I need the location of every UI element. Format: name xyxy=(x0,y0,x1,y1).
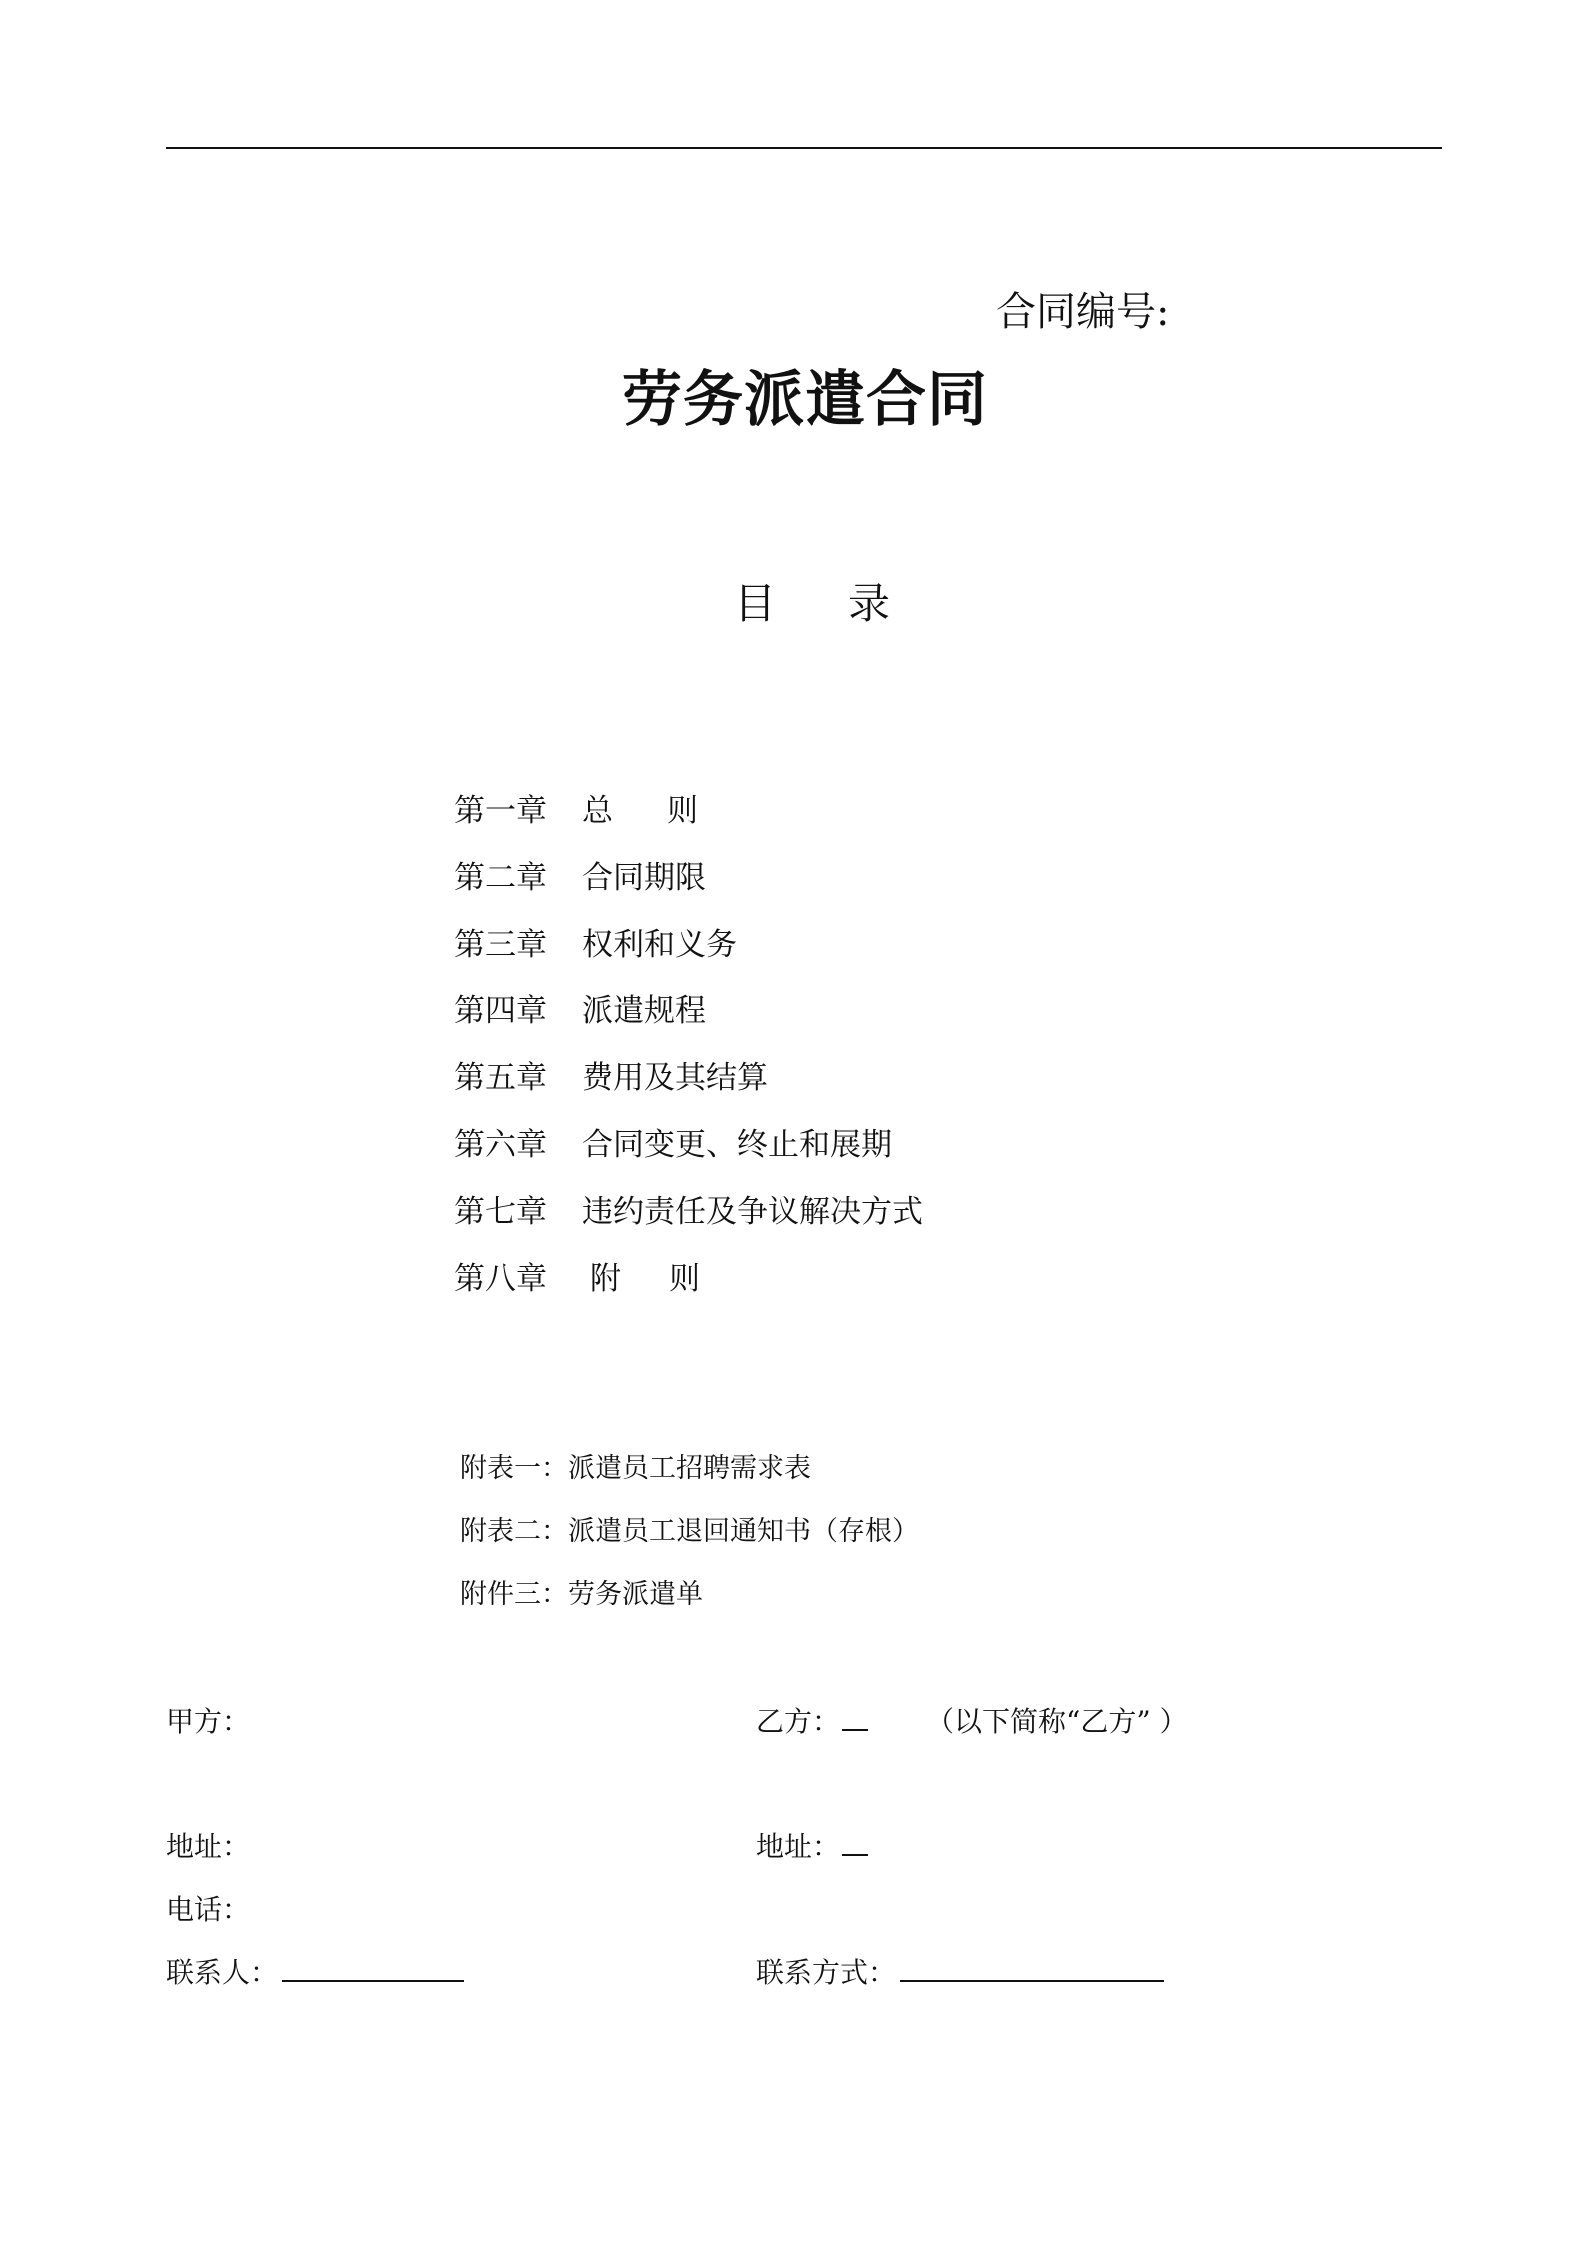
party-b-note: （以下简称“乙方” ） xyxy=(926,1705,1188,1738)
annex-item-1[interactable]: 附表一：派遣员工招聘需求表 xyxy=(460,1453,811,1484)
toc-chapter-title: 派遣规程 xyxy=(582,993,706,1030)
toc-item-chapter-8[interactable] xyxy=(454,1257,923,1324)
party-a-contact-row xyxy=(166,1952,464,1993)
toc-item-chapter-7[interactable] xyxy=(454,1190,923,1257)
party-a-label: 甲方： xyxy=(166,1705,251,1738)
contract-number-label: 合同编号: xyxy=(996,289,1170,335)
party-b-address-row xyxy=(756,1827,868,1867)
party-b-address-field[interactable] xyxy=(842,1832,868,1856)
toc-chapter-number: 第七章 xyxy=(454,1193,547,1230)
toc-item-chapter-5[interactable] xyxy=(454,1056,923,1123)
table-of-contents xyxy=(454,789,923,1323)
toc-chapter-number: 第三章 xyxy=(454,926,547,963)
toc-chapter-title: 总 则 xyxy=(582,793,698,829)
document-title: 劳务派遣合同 xyxy=(622,365,988,435)
header-rule xyxy=(166,147,1442,149)
party-b-label: 乙方： xyxy=(756,1705,841,1738)
toc-chapter-number: 第五章 xyxy=(454,1060,547,1097)
annex-item-2[interactable]: 附表二：派遣员工退回通知书（存根） xyxy=(460,1516,919,1547)
toc-heading xyxy=(734,577,890,631)
party-b-row xyxy=(756,1702,1188,1742)
toc-chapter-number: 第二章 xyxy=(454,859,547,896)
toc-chapter-number: 第一章 xyxy=(454,793,547,829)
party-b-address-label: 地址： xyxy=(756,1830,841,1863)
party-a-contact-field[interactable] xyxy=(282,1952,464,1982)
party-a-phone-label: 电话： xyxy=(166,1893,251,1926)
annex-item-3[interactable]: 附件三：劳务派遣单 xyxy=(460,1579,703,1610)
toc-chapter-title: 附 则 xyxy=(590,1260,700,1297)
toc-item-chapter-2[interactable] xyxy=(454,856,923,923)
toc-heading-char-2: 录 xyxy=(848,579,891,628)
toc-chapter-number: 第八章 xyxy=(454,1260,547,1297)
toc-heading-char-1: 目 xyxy=(734,579,777,628)
party-b-contact-method-label: 联系方式： xyxy=(756,1956,897,1989)
toc-chapter-title: 违约责任及争议解决方式 xyxy=(582,1193,923,1230)
annex-list xyxy=(460,1449,919,1638)
toc-item-chapter-4[interactable] xyxy=(454,989,923,1056)
toc-chapter-title: 合同变更、终止和展期 xyxy=(582,1126,892,1163)
toc-chapter-title: 费用及其结算 xyxy=(582,1060,768,1097)
toc-item-chapter-3[interactable] xyxy=(454,923,923,990)
toc-chapter-number: 第四章 xyxy=(454,993,547,1030)
toc-chapter-number: 第六章 xyxy=(454,1126,547,1163)
toc-chapter-title: 权利和义务 xyxy=(582,926,737,963)
party-a-contact-label: 联系人： xyxy=(166,1956,279,1989)
toc-item-chapter-6[interactable] xyxy=(454,1123,923,1190)
party-b-name-field[interactable] xyxy=(842,1707,868,1731)
party-b-contact-row xyxy=(756,1952,1164,1993)
party-a-address-label: 地址： xyxy=(166,1830,251,1863)
toc-item-chapter-1[interactable] xyxy=(454,789,923,856)
toc-chapter-title: 合同期限 xyxy=(582,859,706,896)
party-b-contact-method-field[interactable] xyxy=(900,1952,1164,1982)
